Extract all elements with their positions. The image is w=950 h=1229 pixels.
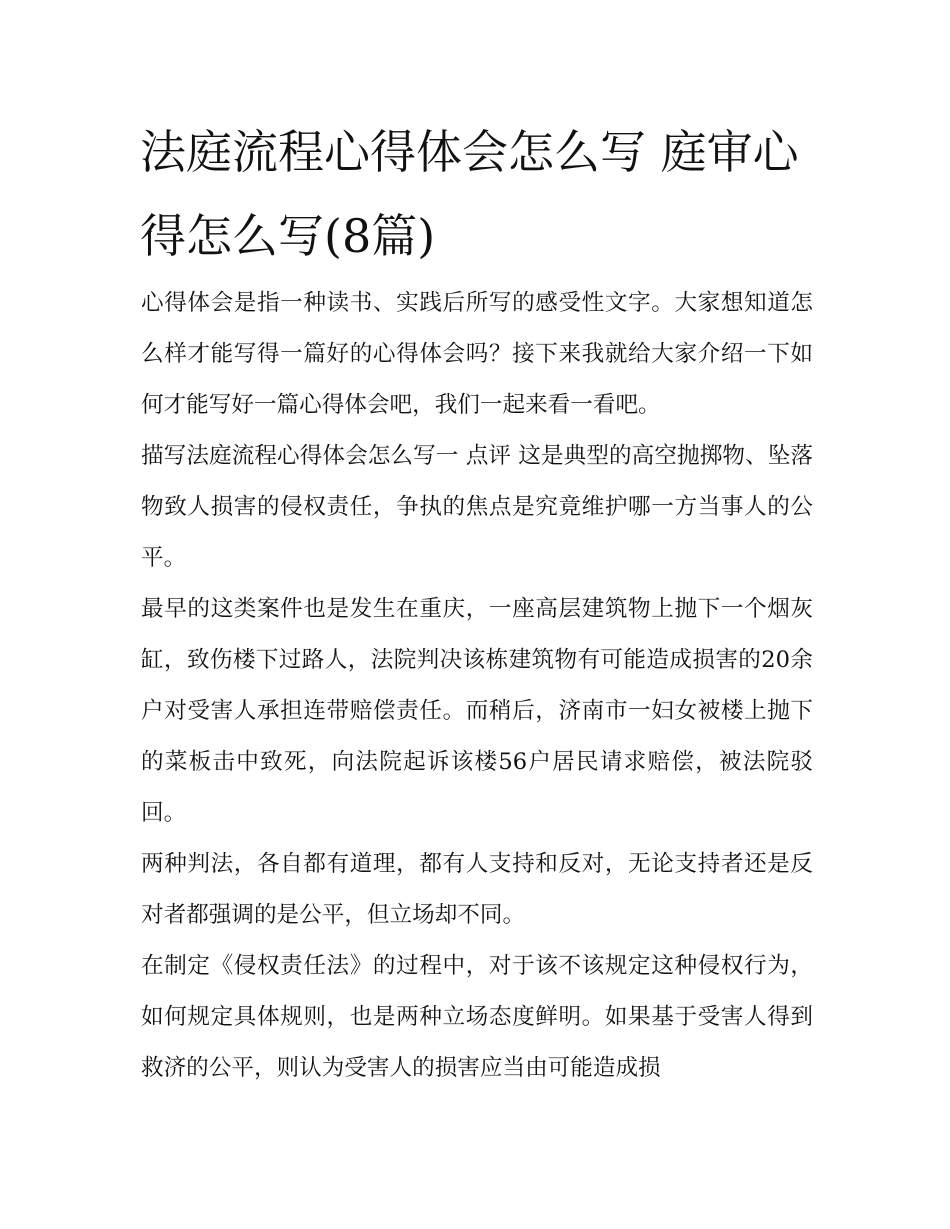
paragraph-case-history: 最早的这类案件也是发生在重庆，一座高层建筑物上抛下一个烟灰缸，致伤楼下过路人，法院判决该栋建筑物有可能造成损害的20余户对受害人承担连带赔偿责任。而稍后，济南市一妇女被楼上抛下的菜板击中致死，向法院起诉该楼56户居民请求赔偿，被法院驳回。 [141,596,813,826]
paragraph-intro: 心得体会是指一种读书、实践后所写的感受性文字。大家想知道怎么样才能写得一篇好的心得体会吗？接下来我就给大家介绍一下如何才能写好一篇心得体会吧，我们一起来看一看吧。 [141,290,813,418]
paragraph-comment: 描写法庭流程心得体会怎么写一 点评 这是典型的高空抛掷物、坠落物致人损害的侵权责任，争执的焦点是究竟维护哪一方当事人的公平。 [141,443,813,571]
paragraph-two-rulings: 两种判法，各自都有道理，都有人支持和反对，无论支持者还是反对者都强调的是公平，但立场却不同。 [141,851,813,928]
paragraph-tort-law: 在制定《侵权责任法》的过程中，对于该不该规定这种侵权行为，如何规定具体规则，也是两种立场态度鲜明。如果基于受害人得到救济的公平，则认为受害人的损害应当由可能造成损 [141,953,813,1081]
document-body [141,278,813,1094]
page-title: 法庭流程心得体会怎么写 庭审心得怎么写(8篇) [140,125,799,263]
